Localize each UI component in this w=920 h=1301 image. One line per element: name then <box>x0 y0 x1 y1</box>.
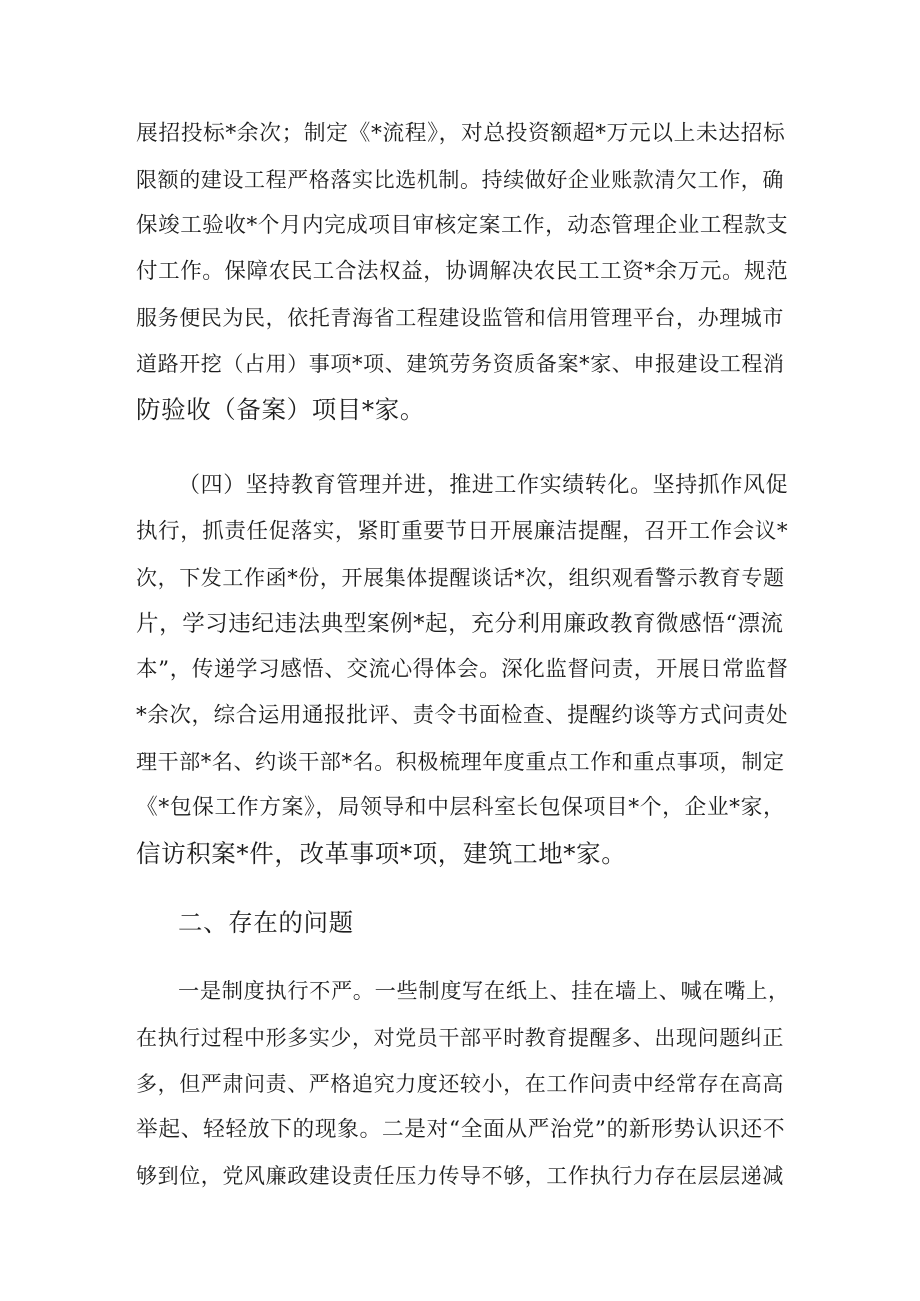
paragraph-1-line-2: 限额的建设工程严格落实比选机制。持续做好企业账款清欠工作，确 <box>136 168 784 192</box>
paragraph-3-line-4: 举起、轻轻放下的现象。二是对“全面从严治党”的新形势认识还不 <box>136 1117 786 1142</box>
paragraph-2-line-2: 执行，抓责任促落实，紧盯重要节日开展廉洁提醒，召开工作会议* <box>136 519 789 544</box>
section-heading: 二、存在的问题 <box>178 908 354 937</box>
paragraph-2-line-7: 理干部*名、约谈干部*名。积极梳理年度重点工作和重点事项，制定 <box>136 750 785 774</box>
paragraph-2-line-9: 信访积案*件，改革事项*项，建筑工地*家。 <box>136 839 627 868</box>
paragraph-2-line-4: 片，学习违纪违法典型案例*起，充分利用廉政教育微感悟“漂流 <box>136 611 784 637</box>
paragraph-1-line-3: 保竣工验收*个月内完成项目审核定案工作，动态管理企业工程款支 <box>136 213 789 238</box>
paragraph-3-line-2: 在执行过程中形多实少，对党员干部平时教育提醒多、出现问题纠正 <box>136 1026 784 1050</box>
paragraph-2-line-6: *余次，综合运用通报批评、责令书面检查、提醒约谈等方式问责处 <box>136 703 789 728</box>
paragraph-1-line-6: 道路开挖（占用）事项*项、建筑劳务资质备案*家、申报建设工程消 <box>136 352 785 376</box>
paragraph-3-line-1: 一是制度执行不严。一些制度写在纸上、挂在墙上、喊在嘴上， <box>178 979 790 1004</box>
paragraph-3-line-3: 多，但严肃问责、严格追究力度还较小，在工作问责中经常存在高高 <box>136 1072 784 1096</box>
paragraph-1-line-4: 付工作。保障农民工合法权益，协调解决农民工工资*余万元。规范 <box>136 259 789 284</box>
paragraph-3-line-5: 够到位，党风廉政建设责任压力传导不够，工作执行力存在层层递减 <box>136 1164 784 1188</box>
paragraph-1-line-7: 防验收（备案）项目*家。 <box>136 395 425 424</box>
paragraph-2-line-5: 本”，传递学习感悟、交流心得体会。深化监督问责，开展日常监督 <box>136 657 789 682</box>
paragraph-2-line-1: （四）坚持教育管理并进，推进工作实绩转化。坚持抓作风促 <box>178 473 789 498</box>
paragraph-2-line-3: 次，下发工作函*份，开展集体提醒谈话*次，组织观看警示教育专题 <box>136 566 785 590</box>
paragraph-1-line-1: 展招投标*余次；制定《*流程》，对总投资额超*万元以上未达招标 <box>136 121 786 146</box>
paragraph-1-line-5: 服务便民为民，依托青海省工程建设监管和信用管理平台，办理城市 <box>136 306 784 330</box>
paragraph-2-line-8: 《*包保工作方案》，局领导和中层科室长包保项目*个，企业*家， <box>136 795 786 820</box>
